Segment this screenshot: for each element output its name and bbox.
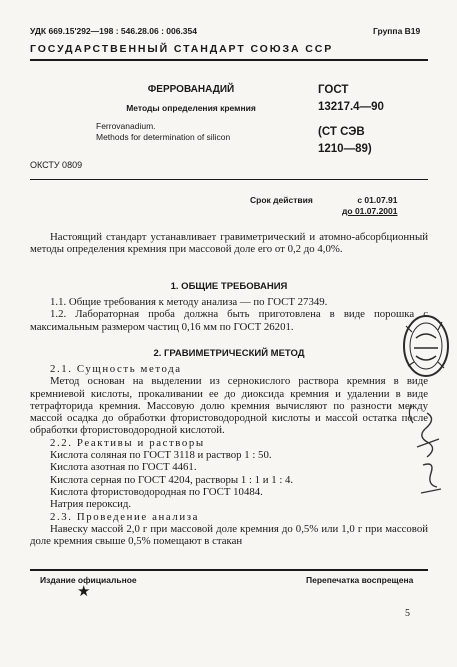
sev-line-1: (СТ СЭВ [318, 126, 365, 138]
section-1-body [30, 296, 428, 333]
okstu-rule [30, 179, 428, 180]
header-rule [30, 59, 428, 61]
title-en-name: Ferrovanadium. [96, 121, 156, 131]
section-1-heading: 1. ОБЩИЕ ТРЕБОВАНИЯ [170, 281, 288, 292]
reagent-item: Кислота серная по ГОСТ 4204, растворы 1 : 1 и 1 : 4. [50, 473, 294, 486]
validity-label: Срок действия [250, 195, 313, 205]
library-stamp-icon [398, 308, 454, 384]
intro-paragraph [30, 231, 428, 256]
section-1-p2: 1.2. Лабораторная проба должна быть приготовлена в виде порошка с максимальным размером частиц 0,16 мм по ГОСТ 26201. [30, 308, 428, 333]
section-1-p1: 1.1. Общие требования к методу анализа — по ГОСТ 27349. [50, 296, 328, 308]
reagent-item: Кислота фтористоводородная по ГОСТ 10484. [50, 485, 263, 498]
reagent-item: Кислота азотная по ГОСТ 4461. [50, 461, 197, 474]
star-icon: ★ [77, 584, 91, 600]
section-2-heading: 2. ГРАВИМЕТРИЧЕСКИЙ МЕТОД [153, 348, 305, 359]
sev-line-2: 1210—89) [318, 143, 372, 155]
subsection-2-1: 2.1. Сущность метода [50, 363, 182, 375]
subsection-2-2: 2.2. Реактивы и растворы [50, 436, 205, 449]
gost-label: ГОСТ [318, 84, 349, 96]
title-block [96, 84, 286, 143]
validity-to: до 01.07.2001 [342, 206, 398, 216]
official-edition-label: Издание официальное [40, 575, 137, 585]
footer-rule [30, 569, 428, 571]
reprint-forbidden-label: Перепечатка воспрещена [306, 575, 414, 585]
state-standard-heading: ГОСУДАРСТВЕННЫЙ СТАНДАРТ СОЮЗА ССР [30, 43, 334, 55]
section-2-body [30, 363, 428, 547]
intro-text: Настоящий стандарт устанавливает гравиметрический и атомно-абсорбционный методы определения кремния при массовой доле его от 0,2 до 4,0%. [30, 231, 428, 256]
title-en-subtitle: Methods for determination of silicon [96, 132, 231, 142]
gost-number: 13217.4—90 [318, 101, 384, 113]
page-number: 5 [405, 608, 410, 619]
analysis-paragraph: Навеску массой 2,0 г при массовой доле кремния до 0,5% или 1,0 г при массовой доле кремния свыше 0,5% помещают в стакан [30, 522, 428, 548]
udk-code: УДК 669.15'292—198 : 546.28.06 : 006.354 [30, 26, 197, 36]
group-code: Группа В19 [373, 26, 421, 36]
gost-block [318, 82, 428, 158]
method-paragraph: Метод основан на выделении из сернокислого раствора кремния в виде кремниевой кислоты, прокаливании ее до диоксида кремния и удалении в виде тетрафторида кремния. Массовую долю кремния вычисляют по разности между массой осадка до обработки фтористоводородной кислоты и массой остатка после обработки фтористоводородной кислотой. [30, 375, 428, 437]
subtitle-ru: Методы определения кремния [126, 103, 256, 113]
title-ru: ФЕРРОВАНАДИЙ [147, 84, 235, 95]
reagent-item: Кислота соляная по ГОСТ 3118 и раствор 1 : 50. [50, 449, 272, 462]
reagent-item: Натрия пероксид. [50, 498, 132, 511]
okstu-code: ОКСТУ 0809 [30, 160, 83, 170]
validity-dates [342, 195, 398, 217]
handwritten-note-icon [403, 395, 449, 505]
title-en [96, 121, 286, 143]
subsection-2-3: 2.3. Проведение анализа [50, 510, 199, 523]
validity-from: с 01.07.91 [357, 195, 398, 205]
